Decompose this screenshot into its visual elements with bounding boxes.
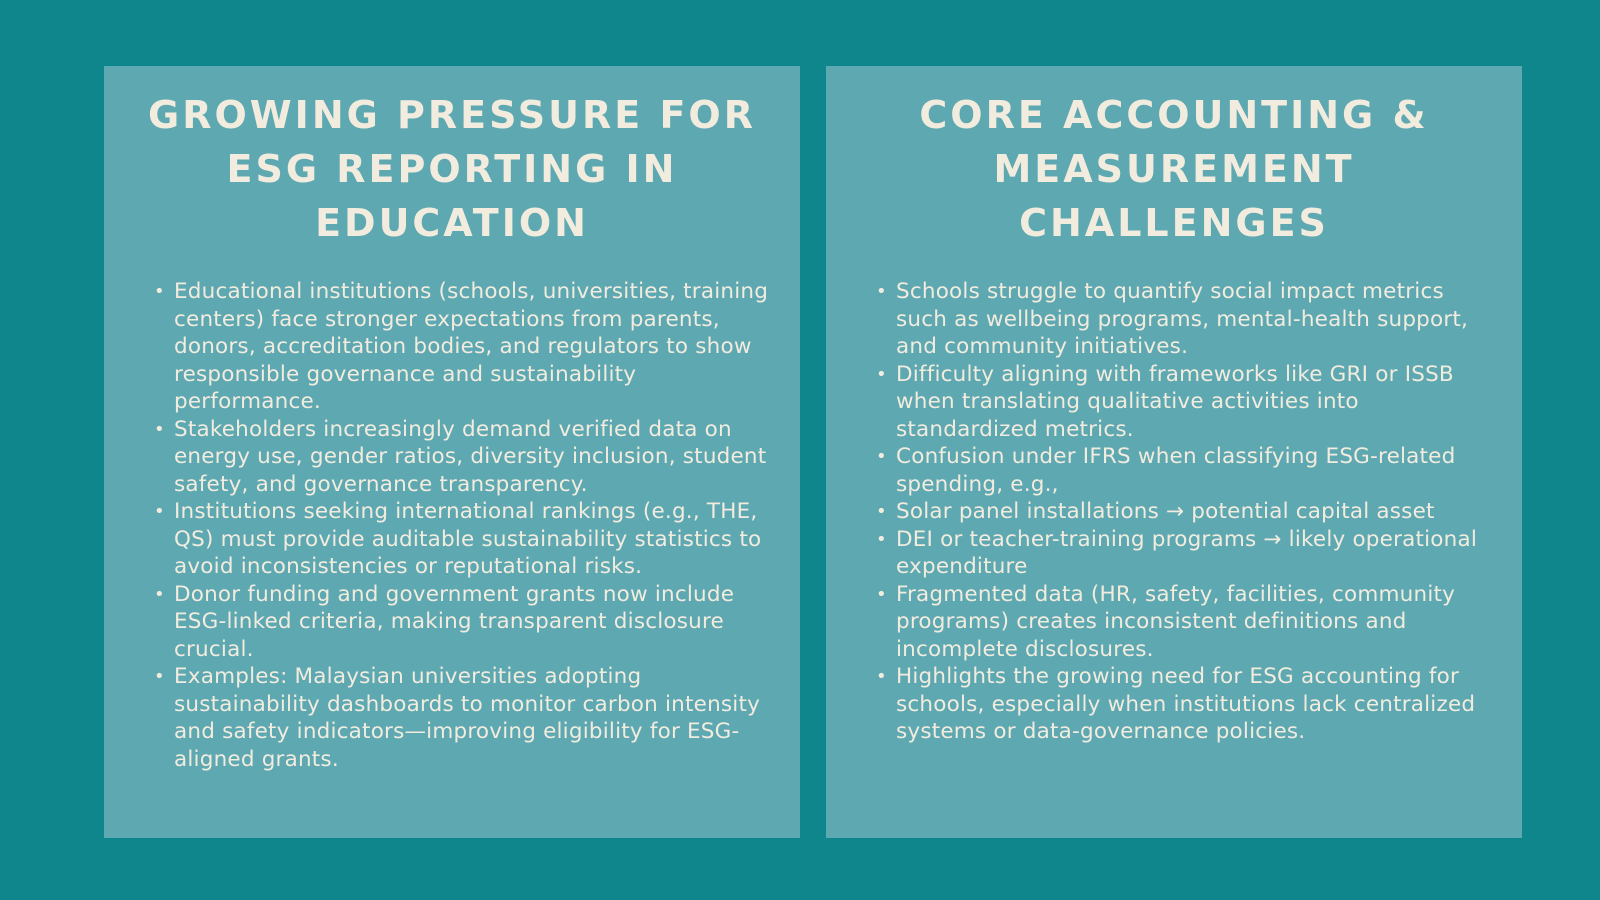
list-item: • Donor funding and government grants now include ESG-linked criteria, making transparent disclosure crucial. (104, 581, 776, 664)
list-item: • Stakeholders increasingly demand verified data on energy use, gender ratios, diversity inclusion, student safety, and governance transparency. (104, 416, 776, 499)
list-item: • Fragmented data (HR, safety, facilities, community programs) creates inconsistent definitions and incomplete disclosures. (826, 581, 1498, 664)
right-card-title: CORE ACCOUNTING & MEASUREMENT CHALLENGES (919, 93, 1429, 245)
list-item: • Highlights the growing need for ESG accounting for schools, especially when institutions lack centralized systems or data-governance policies. (826, 663, 1498, 746)
list-item: • Difficulty aligning with frameworks like GRI or ISSB when translating qualitative activities into standardized metrics. (826, 361, 1498, 444)
list-item: • Examples: Malaysian universities adopting sustainability dashboards to monitor carbon intensity and safety indicators—improving eligibility for ESG-aligned grants. (104, 663, 776, 773)
list-item: • DEI or teacher-training programs → likely operational expenditure (826, 526, 1498, 581)
left-card-title: GROWING PRESSURE FOR ESG REPORTING IN EDUCATION (148, 93, 756, 245)
list-item: • Confusion under IFRS when classifying ESG-related spending, e.g., (826, 443, 1498, 498)
left-card (104, 66, 800, 838)
list-item: • Schools struggle to quantify social impact metrics such as wellbeing programs, mental-health support, and community initiatives. (826, 278, 1498, 361)
list-item: • Educational institutions (schools, universities, training centers) face stronger expectations from parents, donors, accreditation bodies, and regulators to show responsible governance and sustainability performance. (104, 278, 776, 416)
right-bullet-list (826, 278, 1522, 746)
list-item: • Institutions seeking international rankings (e.g., THE, QS) must provide auditable sustainability statistics to avoid inconsistencies or reputational risks. (104, 498, 776, 581)
left-bullet-list (104, 278, 800, 773)
list-item: • Solar panel installations → potential capital asset (826, 498, 1498, 526)
right-card (826, 66, 1522, 838)
